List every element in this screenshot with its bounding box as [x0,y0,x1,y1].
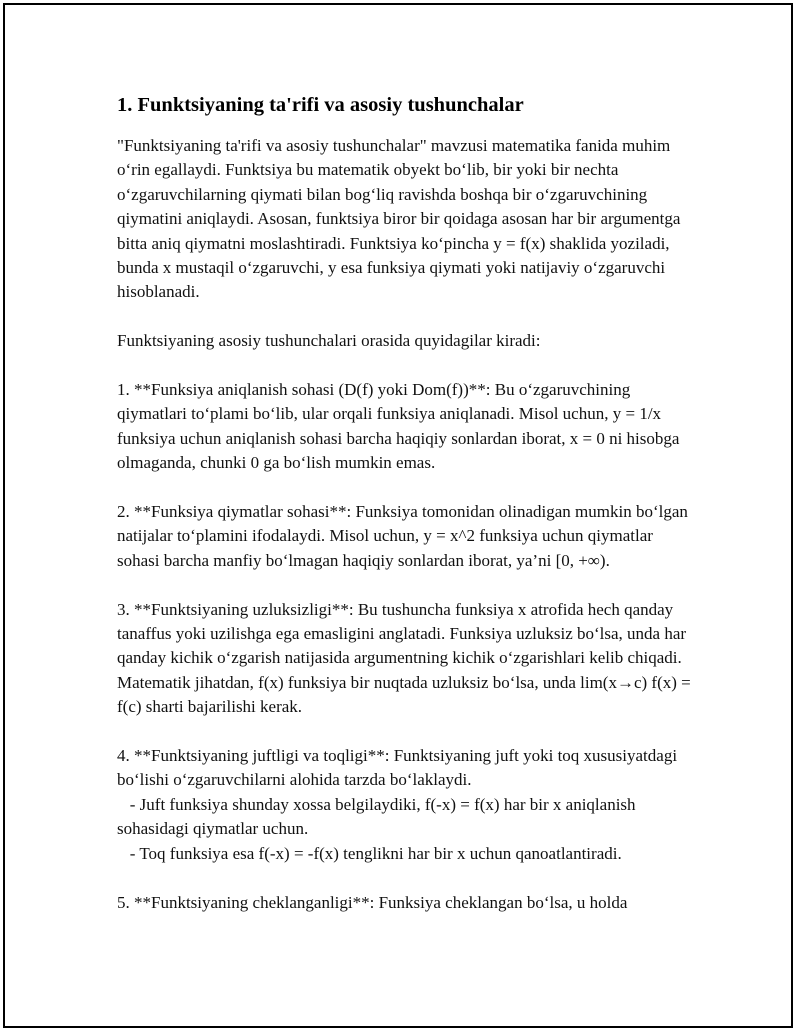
list-item-continuity: 3. **Funktsiyaning uzluksizligi**: Bu tushuncha funksiya x atrofida hech qanday tanaffus yoki uzilishga ega emasligini anglatadi. Funksiya uzluksiz bo‘lsa, unda har qanday kichik o‘zgarish natijasida argumentning kichik o‘zgarishlari kelib chiqadi. Matematik jihatdan, f(x) funksiya bir nuqtada uzluksiz bo‘lsa, unda lim(x→c) f(x) = f(c) sharti bajarilishi kerak. [117,599,695,717]
intro-paragraph: "Funktsiyaning ta'rifi va asosiy tushunchalar" mavzusi matematika fanida muhim o‘rin egallaydi. Funktsiya bu matematik obyekt bo‘lib, bir yoki bir nechta o‘zgaruvchilarning qiymati bilan bog‘liq ravishda boshqa bir o‘zgaruvchining qiymatini aniqlaydi. Asosan, funktsiya biror bir qoidaga asosan har bir argumentga bitta aniq qiymatni moslashtiradi. Funktsiya ko‘pincha y = f(x) shaklida yoziladi, bunda x mustaqil o‘zgaruvchi, y esa funksiya qiymati yoki natijaviy o‘zgaruvchi hisoblanadi. [117,136,685,302]
section-heading: 1. Funktsiyaning ta'rifi va asosiy tushunchalar [117,94,524,116]
list-item-range: 2. **Funksiya qiymatlar sohasi**: Funksiya tomonidan olinadigan mumkin bo‘lgan natijalar to‘plamini ifodalaydi. Misol uchun, y = x^2 funksiya uchun qiymatlar sohasi barcha manfiy bo‘lmagan haqiqiy sonlardan iborat, ya’ni [0, +∞). [117,502,693,570]
list-item-domain: 1. **Funksiya aniqlanish sohasi (D(f) yoki Dom(f))**: Bu o‘zgaruvchining qiymatlari to‘plami bo‘lib, ular orqali funksiya aniqlanadi. Misol uchun, y = 1/x funksiya uchun aniqlanish sohasi barcha haqiqiy sonlardan iborat, x = 0 ni hisobga olmaganda, chunki 0 ga bo‘lish mumkin emas. [117,380,684,473]
lead-paragraph: Funktsiyaning asosiy tushunchalari orasida quyidagilar kiradi: [117,331,541,351]
list-item-boundedness: 5. **Funktsiyaning cheklanganligi**: Funksiya cheklangan bo‘lsa, u holda [117,892,628,912]
document-body [117,90,697,915]
list-subitem-even: - Juft funksiya shunday xossa belgilaydiki, f(-x) = f(x) har bir x aniqlanish sohasidagi qiymatlar uchun. [117,794,640,839]
list-item-parity: 4. **Funktsiyaning juftligi va toqligi**: Funktsiyaning juft yoki toq xususiyatdagi bo‘lishi o‘zgaruvchilarni alohida tarzda bo‘laklaydi. [117,746,682,790]
list-subitem-odd: - Toq funksiya esa f(-x) = -f(x) tenglikni har bir x uchun qanoatlantiradi. [117,843,622,863]
